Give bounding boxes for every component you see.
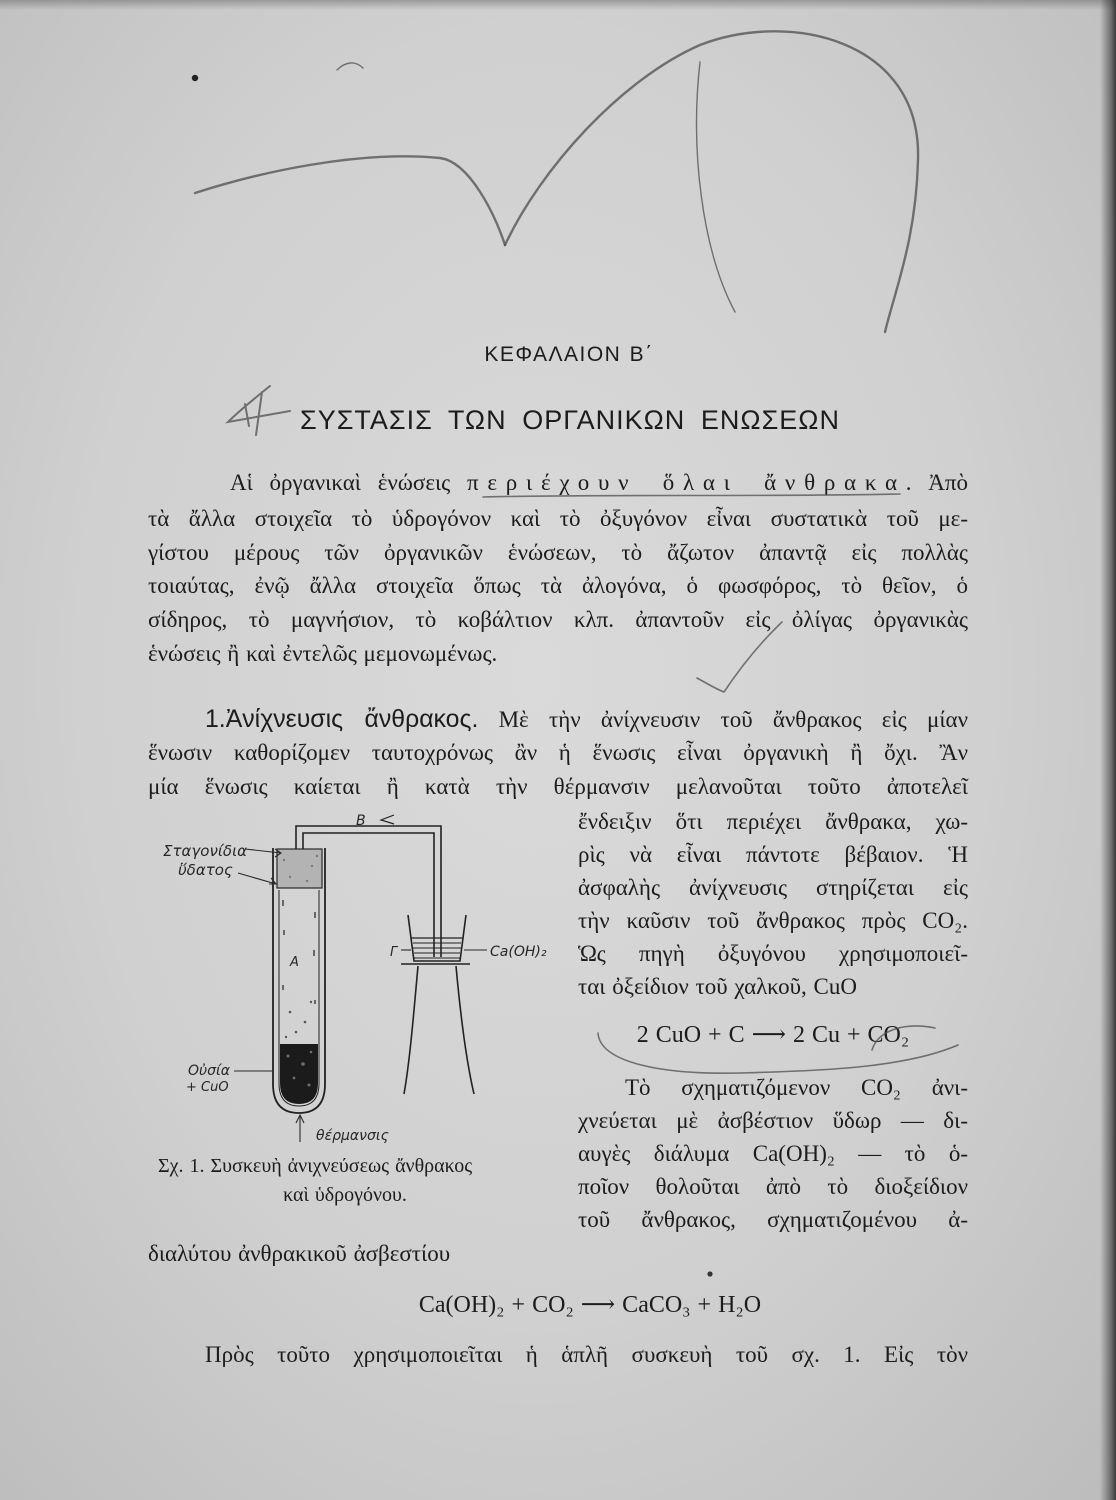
section-title: ΣΥΣΤΑΣΙΣ ΤΩΝ ΟΡΓΑΝΙΚΩΝ ΕΝΩΣΕΩΝ <box>300 405 840 435</box>
column-line: Ὡς πηγὴ ὀξυγόνου χρησιμοποιεῖ- <box>578 941 968 966</box>
column-line: ται ὀξείδιον τοῦ χαλκοῦ, CuO <box>578 974 858 999</box>
intro-line: τοιαύτας, ἐνῷ ἄλλα στοιχεῖα ὅπως τὰ ἀλογόνα, ὁ φωσφόρος, τὸ θεῖον, ὁ <box>148 573 968 598</box>
column-line: ἀσφαλὴς ἀνίχνευσις στηρίζεται εἰς <box>578 875 968 900</box>
figure-caption-line-1: Σχ. 1. Συσκευὴ ἀνιχνεύσεως ἄνθρακος <box>158 1155 473 1177</box>
ink-dot <box>707 1271 712 1276</box>
pencil-strokes <box>195 31 958 1073</box>
column-line: αυγὲς διάλυμα Ca(OH)₂ — τὸ ὁ- <box>578 1141 968 1166</box>
column-line: τοῦ ἄνθρακος, σχηματιζομένου ἀ- <box>578 1207 968 1232</box>
pencil-equation-loop <box>598 1026 958 1073</box>
column-line: ρὶς νὰ εἶναι πάντοτε βέβαιον. Ἡ <box>578 842 968 867</box>
equation-limewater: Ca(OH)₂ + CO₂ ⟶ CaCO₃ + H₂O <box>418 1292 762 1318</box>
emphasized-text: περιέχουν ὅλαι ἄνθρακα <box>467 470 906 495</box>
tube-b-label: B <box>356 813 366 829</box>
column-line: ποῖον θολοῦται ἀπὸ τὸ διοξείδιον <box>578 1174 968 1199</box>
intro-text: . Ἀπὸ <box>905 470 968 495</box>
intro-line: ἑνώσεις ἢ καὶ ἐντελῶς μεμονωμένως. <box>148 641 498 666</box>
tube-a-label: A <box>290 955 299 970</box>
pencil-underline <box>483 494 900 497</box>
section-line: μία ἕνωσις καίεται ἢ κατὰ τὴν θέρμανσιν μελανοῦται τοῦτο ἀποτελεῖ <box>148 774 968 799</box>
intro-line: σίδηρος, τὸ μαγνήσιον, τὸ κοβάλτιον κλπ. ἀπαντοῦν εἰς ὀλίγας ὀργανικὰς <box>148 607 968 632</box>
substance-label: + CuO <box>186 1080 229 1095</box>
section-line: Πρὸς τοῦτο χρησιμοποιεῖται ἡ ἁπλῆ συσκευὴ τοῦ σχ. 1. Εἰς τὸν <box>205 1342 968 1367</box>
pencil-mark-title <box>228 386 290 435</box>
pencil-scribble-loop <box>505 31 918 332</box>
figure-caption-line-2: καὶ ὑδρογόνου. <box>283 1184 407 1206</box>
pencil-scribble-left <box>195 156 505 245</box>
beaker-label: Γ <box>390 945 398 960</box>
column-line: χνεύεται μὲ ἀσβέστιον ὕδωρ — δι- <box>578 1108 968 1133</box>
heating-label: θέρμανσις <box>316 1128 389 1144</box>
section-text: Μὲ τὴν ἀνίχνευσιν τοῦ ἄνθρακος εἰς μίαν <box>498 707 968 732</box>
intro-line: τὰ ἄλλα στοιχεῖα τὸ ὑδρογόνον καὶ τὸ ὀξυγόνον εἶναι συστατικὰ τοῦ με- <box>148 506 968 531</box>
pencil-dot <box>192 75 198 81</box>
limewater-label: Ca(OH)₂ <box>490 944 547 960</box>
equation-cuo: 2 CuO + C ⟶ 2 Cu + CO₂ <box>636 1022 910 1048</box>
pencil-scribble-tail <box>697 62 735 312</box>
column-line: ἔνδειξιν ὅτι περιέχει ἄνθρακα, χω- <box>578 809 968 834</box>
column-line: τὴν καῦσιν τοῦ ἄνθρακος πρὸς CO₂. <box>578 908 968 933</box>
drops-label: ὕδατος <box>178 861 233 879</box>
column-line: Τὸ σχηματιζόμενον CO₂ ἀνι- <box>625 1075 968 1100</box>
pencil-check-mark <box>697 622 782 692</box>
subsection-heading: 1.Ἀνίχνευσις ἄνθρακος. <box>205 706 479 733</box>
substance-label: Οὐσία <box>188 1063 230 1079</box>
section-line: ἕνωσιν καθορίζομεν ταυτοχρόνως ἂν ἡ ἕνωσις εἶναι ὀργανικὴ ἢ ὄχι. Ἂν <box>148 740 968 765</box>
chapter-heading: ΚΕΦΑΛΑΙΟΝ Β΄ <box>484 343 654 366</box>
section-line: διαλύτου ἀνθρακικοῦ ἀσβεστίου <box>148 1241 451 1266</box>
drops-label: Σταγονίδια <box>163 842 248 860</box>
pencil-tick-top <box>337 63 363 70</box>
intro-line: γίστου μέρους τῶν ὀργανικῶν ἑνώσεων, τὸ ἄζωτον ἀπαντᾷ εἰς πολλὰς <box>148 540 968 565</box>
intro-text: Αἱ ὀργανικαὶ ἑνώσεις <box>230 470 451 495</box>
